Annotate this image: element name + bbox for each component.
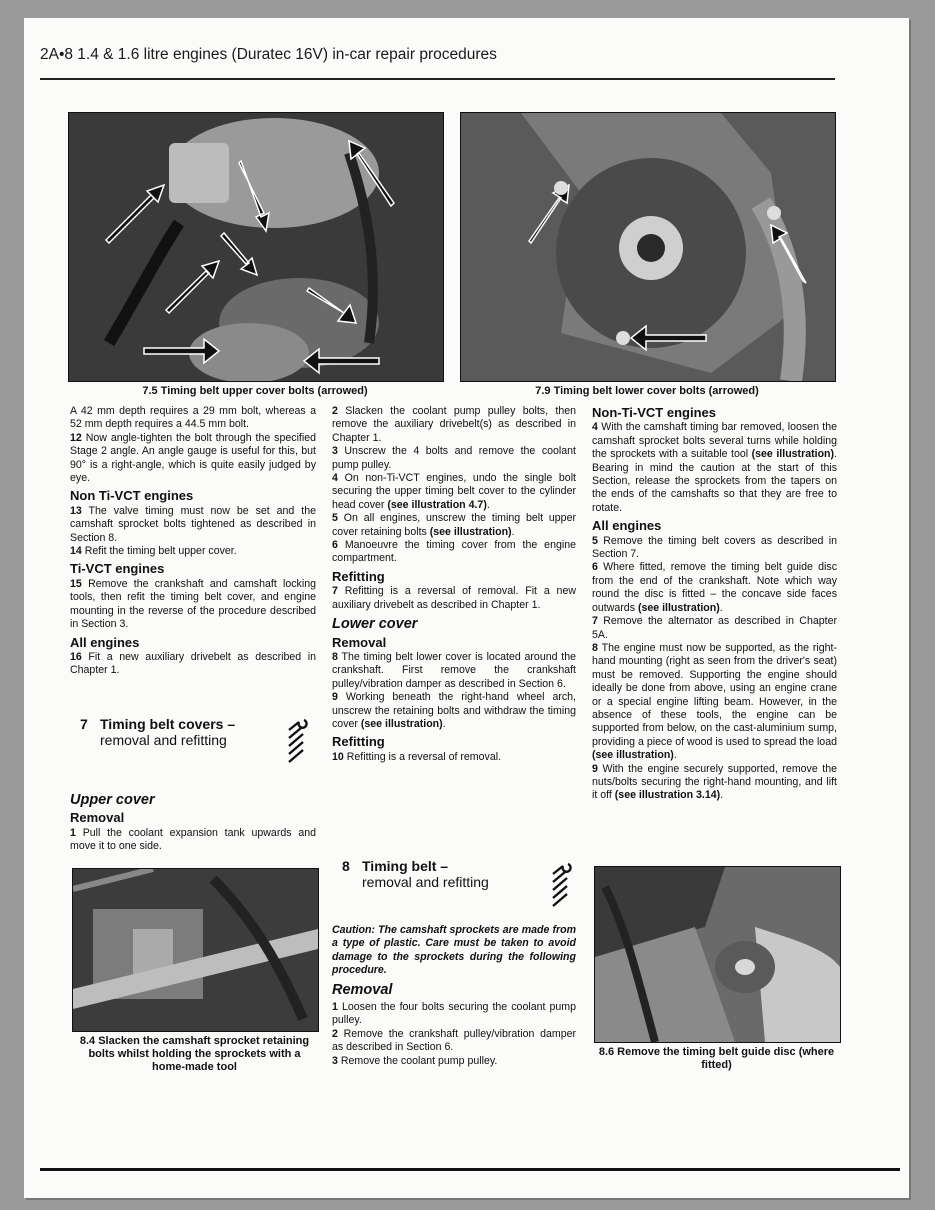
column-2-lower <box>332 924 576 1068</box>
illustration-ref: (see illustration 3.14) <box>614 789 721 802</box>
step-text: Manoeuvre the timing cover from the engine compartment. <box>332 539 576 565</box>
step-number: 13 <box>70 504 82 517</box>
paragraph-15 <box>70 578 316 632</box>
step-text: With the engine securely supported, remove the nuts/bolts securing the right-hand mounting, and lift it off <box>592 762 837 802</box>
step-text: Now angle-tighten the bolt through the specified Stage 2 angle. An angle gauge is useful for this, but 90° is a right-angle, which is quite easily judged by eye. <box>70 431 316 485</box>
step-text-end: . <box>720 789 724 802</box>
paragraph-4 <box>592 421 837 515</box>
step-number: 9 <box>332 691 338 704</box>
paragraph-10 <box>332 751 576 764</box>
step-text: Fit a new auxiliary drivebelt as described in Chapter 1. <box>70 650 316 677</box>
step-number: 7 <box>332 585 338 598</box>
step-text: Pull the coolant expansion tank upwards and move it to one side. <box>70 826 316 853</box>
photo-7-9-image <box>461 113 835 381</box>
header-rule <box>40 78 835 80</box>
paragraph-9 <box>592 763 837 803</box>
step-number: 16 <box>70 650 82 663</box>
heading-non-ti-vct: Non Ti-VCT engines <box>70 488 194 504</box>
photo-7-9 <box>460 112 836 382</box>
paragraph-s2 <box>332 1028 576 1055</box>
step-text: On all engines, unscrew the timing belt upper cover retaining bolts <box>332 512 576 538</box>
step-text: Refitting is a reversal of removal. Fit a new auxiliary drivebelt as described in Chapter 1. <box>332 585 576 611</box>
paragraph-5 <box>592 535 837 562</box>
paragraph-s3 <box>332 1055 576 1068</box>
footer-rule <box>40 1168 900 1171</box>
paragraph-intro: A 42 mm depth requires a 29 mm bolt, whereas a 52 mm depth requires a 44.5 mm bolt. <box>70 405 316 431</box>
section-title: Timing belt – <box>362 858 449 874</box>
heading-removal: Removal <box>70 810 125 826</box>
illustration-ref: (see illustration) <box>751 448 835 461</box>
photo-8-6 <box>594 866 841 1043</box>
step-number: 6 <box>332 539 338 552</box>
column-1 <box>70 405 316 678</box>
step-number: 3 <box>332 445 338 458</box>
section-number: 8 <box>342 858 350 874</box>
section-subtitle: removal and refitting <box>100 732 227 748</box>
step-text: Slacken the coolant pump pulley bolts, then remove the auxiliary drivebelt(s) as described in Chapter 1. <box>332 405 576 444</box>
paragraph-5 <box>332 512 576 539</box>
illustration-ref: (see illustration) <box>592 749 674 762</box>
step-text: Loosen the four bolts securing the coolant pump pulley. <box>332 1001 576 1027</box>
section-7-heading <box>80 716 280 750</box>
photo-8-6-image <box>595 867 840 1042</box>
step-text: Remove the coolant pump pulley. <box>340 1054 498 1067</box>
step-text: The valve timing must now be set and the camshaft sprocket bolts tightened as described in Section 8. <box>70 504 316 544</box>
step-number: 1 <box>70 826 76 839</box>
step-text-end: . <box>719 601 723 614</box>
paragraph-1 <box>70 827 316 854</box>
step-text-end: . <box>442 717 446 730</box>
paragraph-6 <box>592 561 837 615</box>
heading-upper-cover: Upper cover <box>70 792 155 808</box>
step-text: Refit the timing belt upper cover. <box>84 545 237 558</box>
paragraph-2 <box>332 405 576 445</box>
heading-removal: Removal <box>332 634 387 650</box>
paragraph-7 <box>332 585 576 612</box>
section-8-heading <box>342 858 542 892</box>
caption-8-6: 8.6 Remove the timing belt guide disc (where fitted) <box>598 1046 835 1071</box>
page-header: 2A•8 1.4 & 1.6 litre engines (Duratec 16V) in-car repair procedures <box>40 46 497 63</box>
step-number: 6 <box>592 561 598 574</box>
step-text: Unscrew the 4 bolts and remove the coolant pump pulley. <box>332 445 576 471</box>
step-number: 4 <box>332 472 338 485</box>
caution-note: Caution: The camshaft sprockets are made from a type of plastic. Care must be taken to avoid damage to the sprockets during the following procedure. <box>332 924 576 977</box>
photo-8-4-image <box>73 869 318 1031</box>
paragraph-14 <box>70 545 316 558</box>
step-text: Remove the timing belt covers as described in Section 7. <box>592 534 837 561</box>
heading-lower-cover: Lower cover <box>332 616 418 633</box>
step-text: Remove the crankshaft pulley/vibration damper as described in Section 6. <box>332 1027 577 1054</box>
section-number: 7 <box>80 716 88 732</box>
step-text: With the camshaft timing bar removed, loosen the camshaft sprocket bolts several turns while holding the sprockets with a suitable tool <box>592 421 838 461</box>
paragraph-8 <box>592 642 837 763</box>
paragraph-3 <box>332 445 576 472</box>
column-1-lower <box>70 788 316 854</box>
step-text: Remove the alternator as described in Chapter 5A. <box>592 615 837 641</box>
paragraph-16 <box>70 651 316 678</box>
step-number: 8 <box>332 650 338 663</box>
step-text: The timing belt lower cover is located around the crankshaft. First remove the crankshaft pulley/vibration damper as described in Section 6. <box>332 650 576 690</box>
step-number: 15 <box>70 577 82 590</box>
section-title: Timing belt covers – <box>100 716 236 732</box>
illustration-ref: (see illustration) <box>360 717 443 730</box>
caption-8-4: 8.4 Slacken the camshaft sprocket retaining bolts whilst holding the sprockets with a home-made tool <box>79 1035 310 1073</box>
step-text-end: . <box>511 525 515 538</box>
step-number: 3 <box>332 1054 338 1067</box>
column-2 <box>332 405 576 764</box>
step-number: 14 <box>70 545 82 558</box>
step-number: 9 <box>592 762 598 775</box>
step-text: On non-Ti-VCT engines, undo the single bolt securing the upper timing belt cover to the cylinder head cover <box>332 472 576 511</box>
illustration-ref: (see illustration) <box>429 525 512 538</box>
step-number: 8 <box>592 641 598 654</box>
section-subtitle: removal and refitting <box>362 874 489 890</box>
difficulty-spanner-icon <box>549 862 573 914</box>
paragraph-13 <box>70 505 316 545</box>
step-number: 4 <box>592 421 598 434</box>
photo-7-5 <box>68 112 444 382</box>
step-text: The engine must now be supported, as the right-hand mounting (right as seen from the driver's seat) must be removed. Supporting the engine should ideally be done from above, using an engine crane or a special engine lifting beam. However, in the absence of these tools, the engine can be supported from below, on the cast-aluminium sump, providing a piece of wood is used to spread the load <box>592 641 837 748</box>
difficulty-spanner-icon <box>285 718 309 770</box>
paragraph-s1 <box>332 1001 576 1028</box>
heading-refitting-2: Refitting <box>332 734 385 750</box>
heading-non-ti-vct: Non-Ti-VCT engines <box>592 405 716 420</box>
step-text: Remove the crankshaft and camshaft locking tools, then refit the timing belt cover, and engine mounting in the reverse of the procedure described in Section 3. <box>70 577 316 631</box>
step-text-end: . <box>486 498 490 511</box>
paragraph-9 <box>332 691 576 731</box>
step-number: 7 <box>592 615 598 628</box>
step-text: Where fitted, remove the timing belt guide disc from the end of the crankshaft. Note which way round the disc is fitted – the concave side faces outwards <box>592 561 837 614</box>
step-number: 2 <box>332 1027 338 1040</box>
illustration-ref: (see illustration 4.7) <box>387 498 487 511</box>
column-3 <box>592 402 837 803</box>
step-text-end: . Bearing in mind the caution at the start of this Section, release the sprockets from the tapers on the ends of the camshafts so that they are free to rotate. <box>592 448 837 514</box>
caption-7-5: 7.5 Timing belt upper cover bolts (arrowed) <box>142 385 368 397</box>
heading-all-engines: All engines <box>70 634 140 650</box>
step-text: Working beneath the right-hand wheel arch, unscrew the retaining bolts and withdraw the timing cover <box>332 691 576 730</box>
heading-removal-2: Removal <box>332 981 393 998</box>
step-number: 12 <box>70 431 82 444</box>
paragraph-8 <box>332 651 576 691</box>
paragraph-6 <box>332 539 576 566</box>
heading-all-engines: All engines <box>592 518 662 534</box>
photo-8-4 <box>72 868 319 1032</box>
step-number: 5 <box>592 534 598 547</box>
paragraph-12 <box>70 432 316 486</box>
step-number: 10 <box>332 750 344 763</box>
step-text: Refitting is a reversal of removal. <box>346 750 502 763</box>
photo-7-5-image <box>69 113 443 381</box>
paragraph-4 <box>332 472 576 512</box>
step-number: 5 <box>332 512 338 525</box>
step-number: 1 <box>332 1001 338 1014</box>
step-number: 2 <box>332 405 338 417</box>
heading-refitting: Refitting <box>332 568 385 584</box>
paragraph-7 <box>592 615 837 642</box>
step-text-end: . <box>673 749 677 762</box>
caption-7-9: 7.9 Timing belt lower cover bolts (arrowed) <box>535 385 759 397</box>
heading-ti-vct: Ti-VCT engines <box>70 561 165 577</box>
illustration-ref: (see illustration) <box>637 601 720 614</box>
